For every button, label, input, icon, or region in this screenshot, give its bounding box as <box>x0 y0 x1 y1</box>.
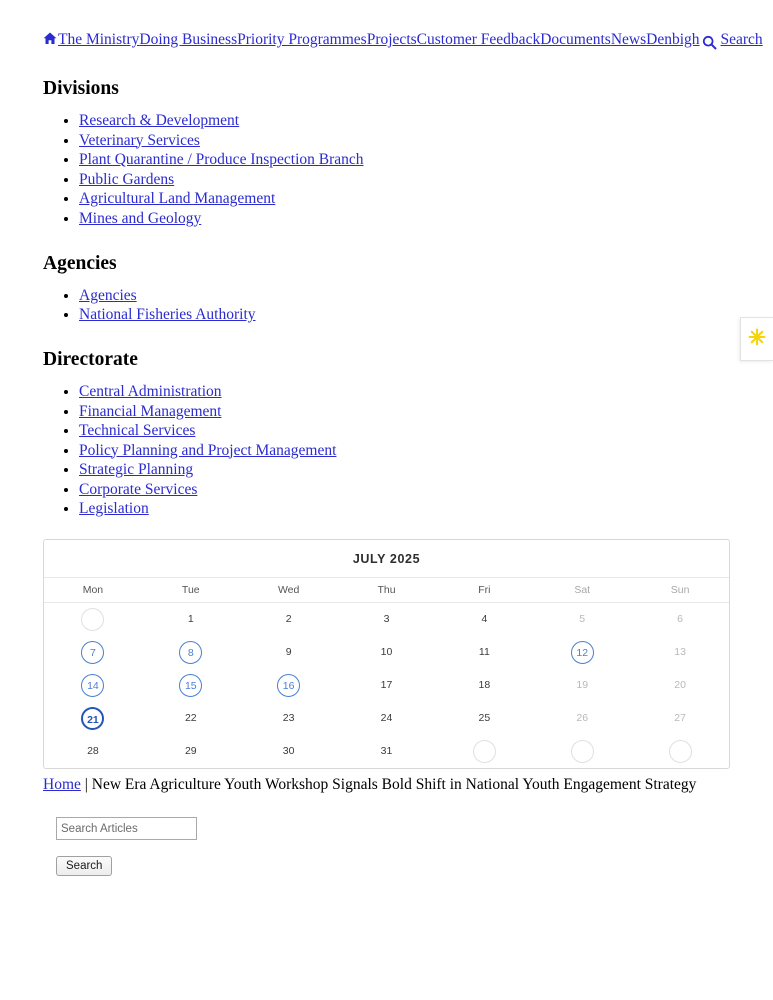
nav-item-documents[interactable]: Documents <box>540 31 611 48</box>
calendar-cell[interactable] <box>631 636 729 669</box>
weekday-sat: Sat <box>574 584 591 596</box>
nav-search-toggle[interactable] <box>702 30 763 50</box>
list-item <box>79 500 730 517</box>
link-policy-planning[interactable]: Policy Planning and Project Management <box>79 441 337 459</box>
calendar-cell[interactable] <box>631 702 729 735</box>
nav-item-priority-programmes[interactable]: Priority Programmes <box>237 31 367 48</box>
calendar-cell[interactable] <box>240 636 338 669</box>
nav-home-link[interactable] <box>43 30 139 50</box>
calendar-day-selected: 21 <box>81 707 104 730</box>
calendar-cell[interactable] <box>631 735 729 768</box>
calendar-day: 12 <box>571 641 594 664</box>
calendar-cell[interactable] <box>533 702 631 735</box>
nav-item-news[interactable]: News <box>610 31 647 48</box>
calendar-cell[interactable] <box>533 669 631 702</box>
calendar-day: 16 <box>277 674 300 697</box>
calendar-cell[interactable] <box>435 603 533 636</box>
calendar-cell[interactable] <box>240 669 338 702</box>
calendar-week-row <box>44 636 729 669</box>
calendar-cell[interactable] <box>533 603 631 636</box>
home-icon <box>43 32 57 45</box>
calendar-cell[interactable] <box>435 669 533 702</box>
breadcrumb-current-page: New Era Agriculture Youth Workshop Signals Bold Shift in National Youth Engagement Strategy <box>91 776 697 793</box>
link-veterinary-services[interactable]: Veterinary Services <box>79 131 200 149</box>
calendar-day <box>571 740 594 763</box>
list-item <box>79 442 730 459</box>
weekday-fri: Fri <box>478 584 491 596</box>
nav-item-doing-business[interactable]: Doing Business <box>139 31 238 48</box>
list-item <box>79 383 730 400</box>
search-input[interactable] <box>56 817 197 840</box>
link-agricultural-land-management[interactable]: Agricultural Land Management <box>79 190 276 207</box>
calendar-month-title: JULY 2025 <box>44 540 729 578</box>
calendar-cell[interactable] <box>240 603 338 636</box>
calendar-day <box>473 740 496 763</box>
calendar-cell[interactable] <box>533 636 631 669</box>
search-icon <box>702 35 717 50</box>
calendar-day: 27 <box>674 712 686 724</box>
article-search-form <box>43 817 730 876</box>
calendar-cell[interactable] <box>435 735 533 768</box>
nav-item-label-0: The Ministry <box>58 31 140 48</box>
calendar-day: 25 <box>478 712 491 724</box>
calendar-cell[interactable] <box>435 636 533 669</box>
search-button[interactable]: Search <box>56 856 112 876</box>
list-item <box>79 461 730 478</box>
link-agencies[interactable]: Agencies <box>79 286 137 304</box>
calendar-weekday-header <box>44 578 729 603</box>
calendar-widget <box>43 539 730 769</box>
calendar-day: 1 <box>187 613 194 625</box>
calendar-week-row <box>44 702 729 735</box>
calendar-day: 6 <box>677 613 683 625</box>
divisions-list <box>43 112 730 227</box>
weekday-wed: Wed <box>277 584 300 596</box>
link-public-gardens[interactable]: Public Gardens <box>79 170 175 188</box>
list-item <box>79 210 730 227</box>
calendar-day: 30 <box>282 745 295 757</box>
link-national-fisheries-authority[interactable]: National Fisheries Authority <box>79 306 256 323</box>
list-item <box>79 481 730 498</box>
calendar-cell[interactable] <box>44 702 142 735</box>
nav-item-customer-feedback[interactable]: Customer Feedback <box>416 31 541 48</box>
link-financial-management[interactable]: Financial Management <box>79 402 222 420</box>
calendar-cell[interactable] <box>338 669 436 702</box>
weekday-thu: Thu <box>377 584 396 596</box>
breadcrumb-separator: | <box>84 776 88 793</box>
calendar-cell[interactable] <box>142 735 240 768</box>
weekday-sun: Sun <box>670 584 690 596</box>
calendar-day: 31 <box>380 745 393 757</box>
nav-item-projects[interactable]: Projects <box>366 31 417 48</box>
list-item <box>79 403 730 420</box>
agencies-list <box>43 287 730 324</box>
breadcrumb-home-link[interactable]: Home <box>43 776 81 793</box>
calendar-day <box>81 608 104 631</box>
link-technical-services[interactable]: Technical Services <box>79 422 196 439</box>
calendar-cell[interactable] <box>142 603 240 636</box>
weekday-mon: Mon <box>82 584 104 596</box>
list-item <box>79 151 730 168</box>
breadcrumb <box>43 775 730 795</box>
link-legislation[interactable]: Legislation <box>79 500 149 517</box>
calendar-week-row <box>44 669 729 702</box>
calendar-cell[interactable] <box>338 636 436 669</box>
link-mines-and-geology[interactable]: Mines and Geology <box>79 209 202 227</box>
calendar-day: 10 <box>380 646 393 658</box>
list-item <box>79 132 730 149</box>
weekday-tue: Tue <box>181 584 200 596</box>
calendar-day: 22 <box>184 712 197 724</box>
list-item <box>79 422 730 439</box>
list-item <box>79 190 730 207</box>
calendar-day: 2 <box>285 613 292 625</box>
link-strategic-planning[interactable]: Strategic Planning <box>79 461 194 478</box>
list-item <box>79 287 730 304</box>
calendar-day: 23 <box>282 712 295 724</box>
calendar-day: 29 <box>184 745 197 757</box>
directorate-list <box>43 383 730 517</box>
section-title-directorate: Directorate <box>43 349 138 370</box>
search-link-label[interactable]: Search <box>720 31 763 48</box>
asterisk-icon <box>748 328 766 351</box>
calendar-cell[interactable] <box>240 702 338 735</box>
calendar-day: 24 <box>380 712 393 724</box>
calendar-cell[interactable] <box>435 702 533 735</box>
calendar-cell[interactable] <box>44 636 142 669</box>
link-corporate-services[interactable]: Corporate Services <box>79 480 198 498</box>
calendar-day: 11 <box>478 646 490 658</box>
calendar-day: 17 <box>380 679 393 691</box>
calendar-day: 5 <box>579 613 586 625</box>
nav-item-denbigh[interactable]: Denbigh <box>646 31 700 48</box>
calendar-cell[interactable] <box>338 702 436 735</box>
calendar-day <box>669 740 692 763</box>
calendar-cell[interactable] <box>240 735 338 768</box>
calendar-day: 15 <box>179 674 202 697</box>
calendar-day: 20 <box>674 679 686 691</box>
link-plant-quarantine[interactable]: Plant Quarantine / Produce Inspection Branch <box>79 151 364 168</box>
calendar-day: 7 <box>81 641 104 664</box>
link-central-administration[interactable]: Central Administration <box>79 383 222 400</box>
calendar-cell[interactable] <box>142 702 240 735</box>
calendar-day: 8 <box>179 641 202 664</box>
calendar-cell[interactable] <box>631 669 729 702</box>
accessibility-widget[interactable] <box>740 317 773 361</box>
list-item <box>79 306 730 323</box>
link-research-development[interactable]: Research & Development <box>79 112 240 129</box>
calendar-day: 4 <box>481 613 488 625</box>
calendar-cell[interactable] <box>338 735 436 768</box>
calendar-week-row <box>44 735 729 768</box>
calendar-day: 3 <box>383 613 390 625</box>
calendar-day: 13 <box>674 646 686 658</box>
calendar-cell[interactable] <box>44 735 142 768</box>
calendar-cell[interactable] <box>44 603 142 636</box>
calendar-cell[interactable] <box>631 603 729 636</box>
list-item <box>79 112 730 129</box>
calendar-week-row <box>44 603 729 636</box>
list-item <box>79 171 730 188</box>
calendar-cell[interactable] <box>44 669 142 702</box>
calendar-day: 18 <box>478 679 491 691</box>
calendar-cell[interactable] <box>142 669 240 702</box>
calendar-cell[interactable] <box>142 636 240 669</box>
main-navigation <box>43 30 763 50</box>
section-title-agencies: Agencies <box>43 252 117 274</box>
calendar-day: 26 <box>576 712 589 724</box>
section-title-divisions: Divisions <box>43 78 119 99</box>
calendar-cell[interactable] <box>533 735 631 768</box>
calendar-day: 14 <box>81 674 104 697</box>
calendar-day: 9 <box>285 646 292 658</box>
calendar-day: 28 <box>87 745 99 757</box>
calendar-day: 19 <box>576 679 589 691</box>
calendar-cell[interactable] <box>338 603 436 636</box>
